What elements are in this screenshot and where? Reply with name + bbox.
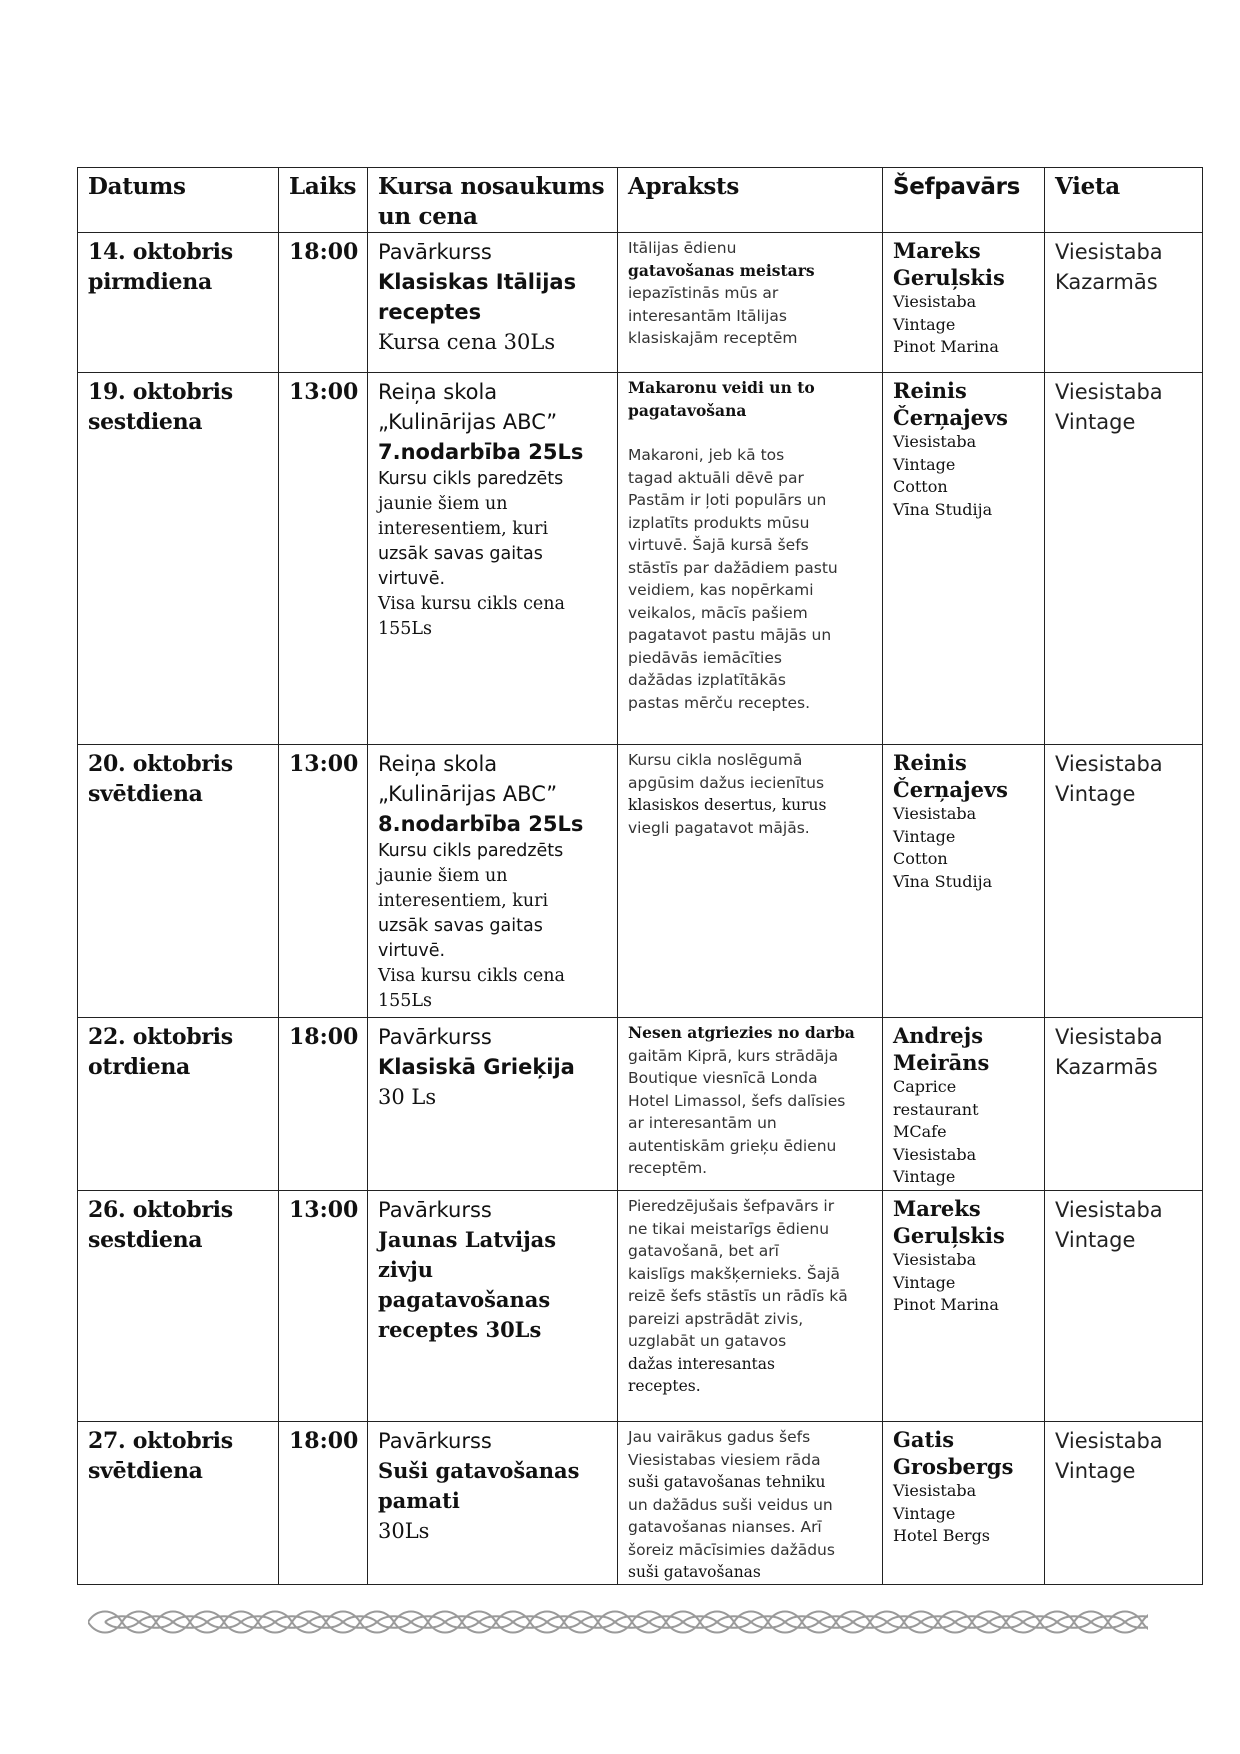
header-apraksts: Apraksts (618, 168, 883, 233)
chef-workplace: Vīna Studija (893, 871, 993, 891)
description-line: pareizi apstrādāt zivis, (628, 1309, 804, 1328)
venue-line: Viesistaba (1055, 1429, 1163, 1453)
course-line: Klasiskā Grieķija (378, 1055, 575, 1079)
description-line: suši gatavošanas tehniku (628, 1473, 826, 1491)
time-cell: 18:00 (279, 233, 368, 373)
chef-name: Andrejs (893, 1023, 984, 1048)
chef-name: Grosbergs (893, 1454, 1014, 1479)
description-line: piedāvās iemācīties (628, 648, 782, 667)
header-laiks: Laiks (279, 168, 368, 233)
venue-line: Viesistaba (1055, 1198, 1163, 1222)
description-line: receptes. (628, 1377, 701, 1395)
description-cell (618, 1191, 883, 1422)
chef-workplace: restaurant (893, 1099, 979, 1119)
course-line: virtuvē. (378, 941, 446, 961)
course-cell (368, 373, 618, 745)
venue-line: Kazarmās (1055, 270, 1158, 294)
course-line: receptes (378, 300, 482, 324)
chef-name: Geruļskis (893, 1223, 1005, 1248)
time-cell: 18:00 (279, 1422, 368, 1585)
time-cell: 13:00 (279, 373, 368, 745)
chef-name: Čerņajevs (893, 777, 1008, 802)
description-line: Kursu cikla noslēgumā (628, 751, 803, 769)
venue-line: Kazarmās (1055, 1055, 1158, 1079)
header-sefpavars: Šefpavārs (883, 168, 1045, 233)
course-line: Jaunas Latvijas (378, 1227, 557, 1252)
course-line: Visa kursu cikls cena (378, 966, 565, 986)
description-line: Itālijas ēdienu (628, 239, 737, 257)
venue-line: Vintage (1055, 1459, 1136, 1483)
chef-workplace: Cotton (893, 477, 948, 496)
venue-cell (1045, 233, 1203, 373)
header-row (78, 168, 1203, 233)
course-line: zivju (378, 1257, 433, 1282)
description-line: receptēm. (628, 1159, 708, 1177)
chef-workplace: Viesistaba (893, 1144, 977, 1164)
course-line: 7.nodarbība 25Ls (378, 440, 584, 464)
course-line: Pavārkurss (378, 1025, 492, 1049)
description-line: stāstīs par dažādiem pastu (628, 558, 838, 577)
chef-workplace: Vintage (893, 826, 956, 846)
course-line: Kursa cena 30Ls (378, 330, 556, 354)
description-line: viegli pagatavot mājās. (628, 818, 810, 837)
time-cell: 18:00 (279, 1018, 368, 1191)
course-line: 8.nodarbība 25Ls (378, 812, 584, 836)
time-cell: 13:00 (279, 745, 368, 1018)
venue-line: Vintage (1055, 410, 1136, 434)
chef-name: Reinis (893, 750, 967, 775)
chef-name: Mareks (893, 238, 981, 263)
course-line: pagatavošanas (378, 1287, 551, 1312)
chef-workplace: Viesistaba (893, 432, 977, 451)
time-cell: 13:00 (279, 1191, 368, 1422)
table-row (78, 745, 1203, 1018)
chef-cell (883, 1422, 1045, 1585)
venue-cell (1045, 1018, 1203, 1191)
course-line: interesentiem, kuri (378, 891, 549, 911)
chef-workplace: Pinot Marina (893, 337, 999, 356)
chef-workplace: Viesistaba (893, 804, 977, 823)
course-line: Kursu cikls paredzēts (378, 469, 564, 489)
description-cell (618, 745, 883, 1018)
chef-workplace: Pinot Marina (893, 1295, 999, 1314)
chef-cell (883, 233, 1045, 373)
description-line: Viesistabas viesiem rāda (628, 1450, 821, 1469)
table-row (78, 373, 1203, 745)
venue-cell (1045, 745, 1203, 1018)
description-line: gatavošanas nianses. Arī (628, 1518, 822, 1536)
course-line: 30Ls (378, 1519, 430, 1543)
date-cell (78, 233, 279, 373)
course-cell (368, 1191, 618, 1422)
course-line: Klasiskas Itālijas (378, 270, 577, 294)
chef-name: Čerņajevs (893, 405, 1008, 430)
chef-workplace: Vīna Studija (893, 499, 993, 519)
header-kursa-nosaukums: Kursa nosaukums un cena (368, 168, 618, 233)
weekday-text: sestdiena (88, 1227, 203, 1253)
description-line: ne tikai meistarīgs ēdienu (628, 1219, 830, 1238)
table-row (78, 1422, 1203, 1585)
chef-workplace: Caprice (893, 1077, 957, 1096)
course-line: 30 Ls (378, 1085, 437, 1109)
description-cell (618, 373, 883, 745)
chef-workplace: Vintage (893, 454, 956, 474)
course-line: uzsāk savas gaitas (378, 544, 543, 564)
description-line: dažādas izplatītākās (628, 671, 786, 689)
description-cell (618, 233, 883, 373)
description-line: autentiskām grieķu ēdienu (628, 1136, 837, 1155)
description-line: pagatavot pastu mājās un (628, 626, 832, 644)
description-cell (618, 1018, 883, 1191)
description-line: gaitām Kiprā, kurs strādāja (628, 1046, 839, 1065)
description-line: virtuvē. Šajā kursā šefs (628, 536, 809, 554)
course-line: 155Ls (378, 619, 433, 639)
date-text: 22. oktobris (88, 1024, 233, 1050)
date-cell (78, 1191, 279, 1422)
course-line: „Kulinārijas ABC” (378, 410, 558, 434)
description-line: pastas mērču receptes. (628, 693, 811, 712)
venue-line: Vintage (1055, 782, 1136, 806)
chef-name: Geruļskis (893, 265, 1005, 290)
weekday-text: svētdiena (88, 1458, 203, 1484)
course-line: Reiņa skola (378, 752, 498, 776)
venue-line: Viesistaba (1055, 240, 1163, 264)
course-line: Reiņa skola (378, 380, 498, 404)
description-line: Nesen atgriezies no darba (628, 1023, 855, 1042)
course-line: Visa kursu cikls cena (378, 594, 565, 614)
venue-line: Vintage (1055, 1228, 1136, 1252)
description-line: Makaronu veidi un to (628, 378, 815, 397)
description-line: gatavošanā, bet arī (628, 1242, 779, 1260)
description-line: Jau vairākus gadus šefs (628, 1428, 811, 1446)
chef-cell (883, 373, 1045, 745)
venue-cell (1045, 1422, 1203, 1585)
chef-workplace: Viesistaba (893, 292, 977, 311)
header-datums: Datums (78, 168, 279, 233)
description-line: veikalos, mācīs pašiem (628, 603, 808, 622)
course-line: Pavārkurss (378, 1198, 492, 1222)
weekday-text: svētdiena (88, 781, 203, 807)
chef-cell (883, 1191, 1045, 1422)
date-cell (78, 1422, 279, 1585)
course-cell (368, 1422, 618, 1585)
weekday-text: otrdiena (88, 1054, 191, 1080)
course-line: „Kulinārijas ABC” (378, 782, 558, 806)
description-line: kaislīgs makšķernieks. Šajā (628, 1264, 841, 1283)
course-line: Pavārkurss (378, 1429, 492, 1453)
description-line: šoreiz mācīsimies dažādus (628, 1540, 835, 1559)
description-line: gatavošanas meistars (628, 260, 815, 280)
description-line: dažas interesantas (628, 1354, 775, 1373)
course-cell (368, 233, 618, 373)
description-line: izplatīts produkts mūsu (628, 513, 810, 532)
weekday-text: sestdiena (88, 409, 203, 435)
description-line: Pastām ir ļoti populārs un (628, 491, 827, 509)
course-cell (368, 1018, 618, 1191)
table-row (78, 233, 1203, 373)
date-cell (78, 1018, 279, 1191)
date-cell (78, 745, 279, 1018)
description-line: Pieredzējušais šefpavārs ir (628, 1197, 835, 1215)
venue-line: Viesistaba (1055, 1025, 1163, 1049)
description-line: uzglabāt un gatavos (628, 1332, 787, 1350)
course-cell (368, 745, 618, 1018)
table-row (78, 1018, 1203, 1191)
course-line: virtuvē. (378, 569, 446, 589)
description-line: Makaroni, jeb kā tos (628, 446, 785, 464)
description-line: interesantām Itālijas (628, 306, 787, 325)
paragraph-gap (628, 422, 872, 444)
course-line: interesentiem, kuri (378, 519, 549, 539)
date-text: 20. oktobris (88, 751, 233, 777)
description-line: pagatavošana (628, 400, 747, 420)
description-line: klasiskajām receptēm (628, 329, 798, 347)
chef-cell (883, 1018, 1045, 1191)
date-text: 14. oktobris (88, 239, 233, 265)
course-line: Kursu cikls paredzēts (378, 841, 564, 861)
venue-line: Viesistaba (1055, 752, 1163, 776)
chef-name: Meirāns (893, 1050, 990, 1075)
course-line: 155Ls (378, 991, 433, 1011)
course-line: pamati (378, 1488, 460, 1513)
description-line: veidiem, kas nopērkami (628, 581, 814, 599)
chef-workplace: Vintage (893, 1167, 956, 1186)
description-line: Hotel Limassol, šefs dalīsies (628, 1091, 846, 1110)
chef-workplace: Viesistaba (893, 1481, 977, 1500)
course-schedule-table (77, 167, 1203, 1585)
description-line: klasiskos desertus, kurus (628, 796, 827, 814)
description-line: iepazīstinās mūs ar (628, 284, 779, 302)
course-line: jaunie šiem un (378, 866, 508, 886)
chef-workplace: Vintage (893, 1272, 956, 1292)
chef-cell (883, 745, 1045, 1018)
chef-workplace: Viesistaba (893, 1250, 977, 1269)
decorative-border (88, 1602, 1148, 1642)
description-line: apgūsim dažus iecienītus (628, 773, 825, 792)
description-line: reizē šefs stāstīs un rādīs kā (628, 1287, 848, 1305)
chef-workplace: Cotton (893, 849, 948, 868)
chef-workplace: Hotel Bergs (893, 1526, 991, 1545)
weekday-text: pirmdiena (88, 269, 212, 295)
venue-cell (1045, 373, 1203, 745)
description-line: un dažādus suši veidus un (628, 1495, 833, 1514)
venue-cell (1045, 1191, 1203, 1422)
course-line: jaunie šiem un (378, 494, 508, 514)
description-line: Boutique viesnīcā Londa (628, 1069, 818, 1087)
description-line: suši gatavošanas (628, 1563, 761, 1581)
chef-name: Gatis (893, 1427, 955, 1452)
table-row (78, 1191, 1203, 1422)
course-line: uzsāk savas gaitas (378, 916, 543, 936)
date-text: 19. oktobris (88, 379, 233, 405)
chef-name: Mareks (893, 1196, 981, 1221)
header-vieta: Vieta (1045, 168, 1203, 233)
chef-workplace: MCafe (893, 1122, 947, 1141)
course-line: receptes 30Ls (378, 1317, 542, 1342)
venue-line: Viesistaba (1055, 380, 1163, 404)
date-text: 26. oktobris (88, 1197, 233, 1223)
chef-workplace: Vintage (893, 1503, 956, 1523)
description-cell (618, 1422, 883, 1585)
date-cell (78, 373, 279, 745)
chef-workplace: Vintage (893, 314, 956, 334)
course-line: Suši gatavošanas (378, 1458, 580, 1483)
chef-name: Reinis (893, 378, 967, 403)
description-line: ar interesantām un (628, 1114, 777, 1132)
course-line: Pavārkurss (378, 240, 492, 264)
description-line: tagad aktuāli dēvē par (628, 468, 804, 487)
date-text: 27. oktobris (88, 1428, 233, 1454)
